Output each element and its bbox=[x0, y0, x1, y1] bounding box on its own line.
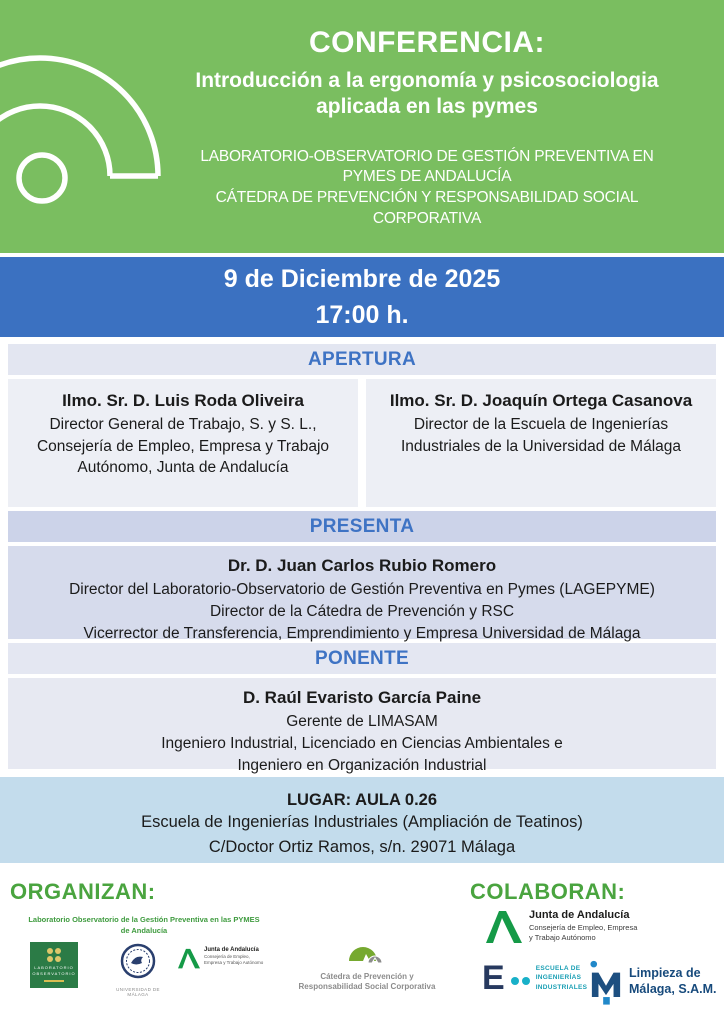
organizer-caption: Laboratorio Observatorio de la Gestión Preventiva en las PYMES de Andalucía bbox=[28, 915, 260, 935]
uma-caption: UNIVERSIDAD DE MÁLAGA bbox=[116, 987, 160, 997]
junta-dept-line: Consejería de Empleo, Empresa bbox=[529, 923, 638, 932]
org-line-2: CÁTEDRA DE PREVENCIÓN Y RESPONSABILIDAD SOCIAL CORPORATIVA bbox=[215, 189, 639, 228]
limpieza-malaga-logo bbox=[590, 959, 717, 1005]
speaker-name: Ilmo. Sr. D. Joaquín Ortega Casanova bbox=[389, 391, 693, 410]
location-title: LUGAR: AULA 0.26 bbox=[286, 791, 438, 809]
escuela-caption-line: INDUSTRIALES bbox=[535, 983, 588, 991]
date-banner bbox=[0, 257, 724, 337]
location-line: C/Doctor Ortiz Ramos, s/n. 29071 Málaga bbox=[208, 837, 516, 856]
escuela-e-icon: E bbox=[482, 959, 505, 997]
junta-small-name: Junta de Andalucía bbox=[204, 947, 259, 953]
speaker-name: Ilmo. Sr. D. Luis Roda Oliveira bbox=[62, 391, 304, 410]
junta-andalucia-logo bbox=[486, 909, 637, 943]
event-time: 17:00 h. bbox=[315, 301, 409, 329]
catedra-prl-logo bbox=[292, 935, 442, 993]
conference-subtitle: Introducción a la ergonomía y psicosociologia aplicada en las pymes bbox=[195, 69, 659, 119]
location-banner bbox=[0, 777, 724, 863]
poster-header bbox=[0, 0, 724, 253]
limpieza-m-icon bbox=[590, 959, 622, 1005]
organizan-heading: ORGANIZAN: bbox=[10, 879, 156, 904]
speaker-role: Gerente de LIMASAM bbox=[286, 713, 438, 730]
speaker-role: Ingeniero Industrial, Licenciado en Ciencias Ambientales e bbox=[161, 735, 563, 752]
section-header-ponente: PONENTE bbox=[8, 643, 716, 674]
apertura-speaker-card bbox=[366, 379, 716, 507]
location-line: Escuela de Ingenierías Industriales (Ampliación de Teatinos) bbox=[141, 813, 583, 831]
junta-dept-line: y Trabajo Autónomo bbox=[529, 933, 596, 943]
lagepyme-logo-text: LABORATORIO bbox=[34, 965, 74, 970]
speaker-name: Dr. D. Juan Carlos Rubio Romero bbox=[227, 556, 497, 575]
lagepyme-accent-bar bbox=[44, 980, 64, 982]
catedra-caption-line: Responsabilidad Social Corporativa bbox=[298, 982, 436, 992]
escuela-caption-line: ESCUELA DE bbox=[535, 964, 581, 972]
speaker-name: D. Raúl Evaristo García Paine bbox=[242, 688, 482, 707]
catedra-arches-icon bbox=[327, 935, 407, 965]
junta-andalucia-small-logo bbox=[178, 947, 264, 969]
speaker-role: Director de la Cátedra de Prevención y RSC bbox=[209, 603, 515, 620]
ponente-speaker-card bbox=[8, 678, 716, 774]
apertura-speakers bbox=[8, 379, 716, 507]
poster-footer bbox=[0, 863, 724, 1024]
lagepyme-logo bbox=[30, 942, 78, 988]
junta-a-icon bbox=[486, 909, 522, 943]
escuela-caption-line: INGENIERÍAS bbox=[535, 974, 582, 982]
limpieza-caption-line: Málaga, S.A.M. bbox=[629, 982, 717, 996]
junta-a-icon bbox=[178, 947, 200, 969]
lagepyme-logo-text: OBSERVATORIO bbox=[32, 971, 76, 976]
speaker-role: Ingeniero en Organización Industrial bbox=[237, 757, 487, 774]
section-header-apertura: APERTURA bbox=[8, 344, 716, 375]
catedra-caption-line: Cátedra de Prevención y bbox=[320, 972, 414, 981]
organizing-entities bbox=[197, 147, 657, 231]
lagepyme-arcs-icon bbox=[0, 40, 180, 230]
speaker-role: Director del Laboratorio-Observatorio de Gestión Preventiva en Pymes (LAGEPYME) bbox=[69, 581, 655, 598]
section-header-presenta: PRESENTA bbox=[8, 511, 716, 542]
speaker-role: Director de la Escuela de Ingenierías Industriales de la Universidad de Málaga bbox=[400, 416, 682, 455]
escuela-ingenierias-logo bbox=[482, 961, 587, 995]
apertura-speaker-card bbox=[8, 379, 358, 507]
speaker-role: Director General de Trabajo, S. y S. L., Consejería de Empleo, Empresa y Trabajo Autónomo, Junta de Andalucía bbox=[36, 416, 330, 477]
limpieza-caption-line: Limpieza de bbox=[629, 966, 701, 981]
lagepyme-dots-icon bbox=[47, 948, 61, 962]
uma-logo bbox=[116, 943, 160, 997]
presenta-speaker-card bbox=[8, 546, 716, 642]
org-line-1: LABORATORIO-OBSERVATORIO DE GESTIÓN PREVENTIVA EN PYMES DE ANDALUCÍA bbox=[200, 147, 654, 186]
event-date: 9 de Diciembre de 2025 bbox=[223, 264, 501, 293]
conference-title: CONFERENCIA: bbox=[309, 26, 545, 59]
uma-seal-icon bbox=[120, 943, 156, 979]
colaboran-heading: COLABORAN: bbox=[470, 879, 626, 904]
escuela-dots-icon bbox=[508, 977, 530, 985]
junta-small-dept: Consejería de Empleo, Empresa y Trabajo Autónomo bbox=[204, 954, 264, 966]
speaker-role: Vicerrector de Transferencia, Emprendimiento y Empresa Universidad de Málaga bbox=[83, 625, 641, 642]
junta-name: Junta de Andalucía bbox=[529, 909, 630, 921]
